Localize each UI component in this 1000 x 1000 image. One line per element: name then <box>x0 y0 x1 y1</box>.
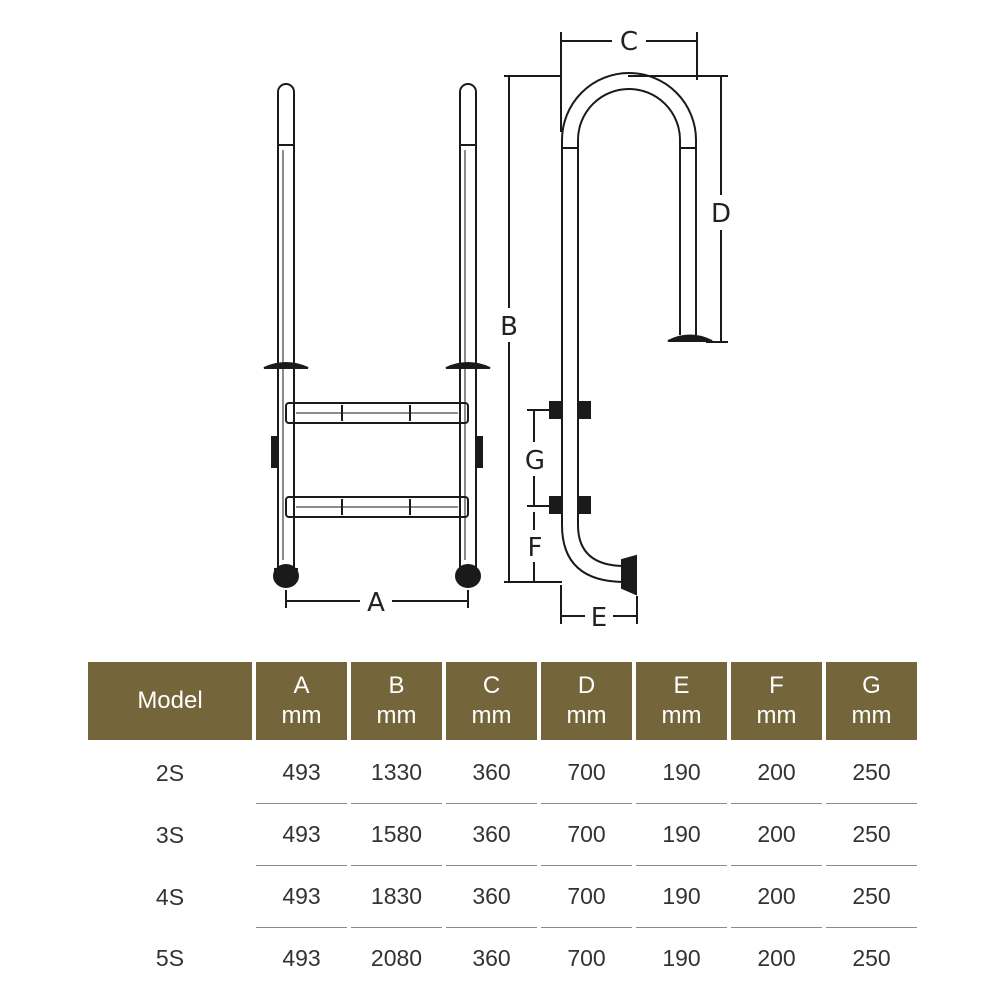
cell-e: 190 <box>636 866 727 928</box>
cell-d: 700 <box>541 866 632 928</box>
cell-g: 250 <box>826 804 917 866</box>
cell-model: 5S <box>155 945 185 971</box>
label-d: D <box>710 199 732 229</box>
cell-b: 1830 <box>351 866 442 928</box>
label-g: G <box>524 446 546 476</box>
side-handrail <box>562 73 712 525</box>
cell-b: 2080 <box>370 945 423 971</box>
cell-model: 2S <box>155 759 185 786</box>
cell-e: 190 <box>636 804 727 866</box>
cell-e: 190 <box>662 945 701 971</box>
step-upper <box>286 403 468 423</box>
cell-f: 200 <box>731 866 822 928</box>
cell-d: 700 <box>541 804 632 866</box>
cell-model: 4S <box>155 883 185 910</box>
label-c: C <box>619 27 639 57</box>
table-row <box>88 866 917 928</box>
cell-c: 360 <box>446 740 537 804</box>
step-lower <box>286 497 468 517</box>
cell-g: 250 <box>826 740 917 804</box>
cell-c: 360 <box>446 866 537 928</box>
cell-c: 360 <box>446 804 537 866</box>
cell-g: 250 <box>826 866 917 928</box>
cell-e: 190 <box>636 740 727 804</box>
cell-f: 200 <box>757 945 796 971</box>
label-e: E <box>590 603 608 633</box>
table-row <box>88 740 917 804</box>
cell-a: 493 <box>256 804 347 866</box>
header-g: G mm <box>826 662 917 740</box>
header-b: B mm <box>351 662 442 740</box>
cell-d: 700 <box>567 945 606 971</box>
cell-f: 200 <box>731 804 822 866</box>
header-f: F mm <box>731 662 822 740</box>
header-c: C mm <box>446 662 537 740</box>
front-view <box>264 84 490 608</box>
cell-b: 1330 <box>351 740 442 804</box>
header-model: Model <box>88 662 252 740</box>
wall-brackets <box>550 402 590 513</box>
cell-f: 200 <box>731 740 822 804</box>
cell-c: 360 <box>472 945 511 971</box>
cell-a: 493 <box>256 866 347 928</box>
header-a: A mm <box>256 662 347 740</box>
header-d: D mm <box>541 662 632 740</box>
header-e: E mm <box>636 662 727 740</box>
specification-table <box>84 662 921 989</box>
cell-b: 1580 <box>351 804 442 866</box>
side-foot <box>562 525 636 594</box>
label-b: B <box>500 312 518 342</box>
table-header-row <box>88 662 917 740</box>
label-a: A <box>367 588 385 618</box>
cell-g: 250 <box>852 945 891 971</box>
table-row <box>88 804 917 866</box>
label-f: F <box>527 533 543 563</box>
cell-a: 493 <box>256 740 347 804</box>
cell-d: 700 <box>541 740 632 804</box>
cell-a: 493 <box>282 945 321 971</box>
table-row <box>88 928 917 989</box>
cell-model: 3S <box>155 821 185 848</box>
